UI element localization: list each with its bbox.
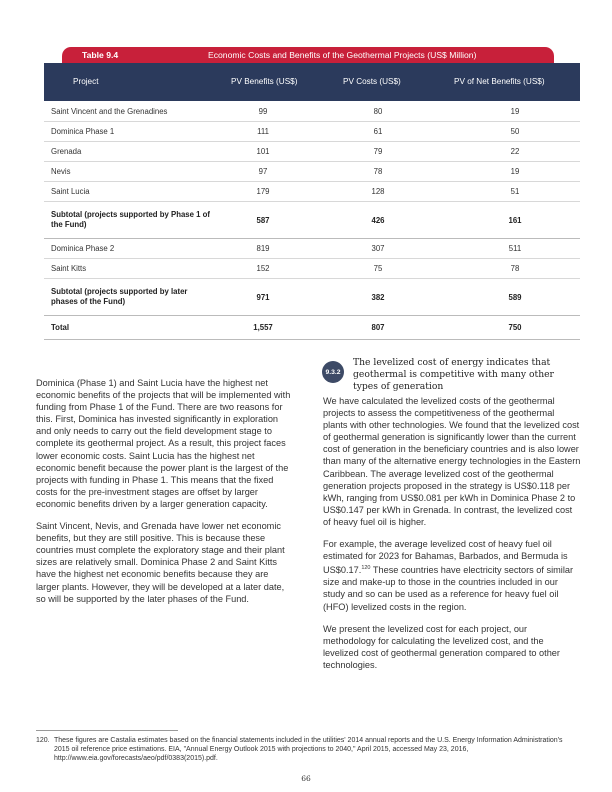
cell-costs: 307	[371, 244, 385, 253]
cell-benefits: 971	[256, 292, 270, 302]
footnote-reference[interactable]: 120	[361, 565, 371, 572]
section-number-badge: 9.3.2	[322, 361, 344, 383]
column-header-benefits: PV Benefits (US$)	[231, 77, 298, 86]
cell-project: Saint Lucia	[51, 186, 90, 196]
cell-costs: 426	[371, 215, 385, 225]
cell-benefits: 1,557	[253, 323, 273, 332]
table-row	[44, 122, 580, 142]
cell-costs: 80	[373, 107, 383, 116]
paragraph: Dominica (Phase 1) and Saint Lucia have the highest net economic benefits of the projects that will be implemented with funding from Phase 1 of the Fund. There are two reasons for this. First, Dominica has invested significantly in exploration and only needs to carry out the field development stage to complete its geothermal project. As a result, this project faces lower economic costs. Saint Lucia has the highest net economic benefit because the power plant is the largest of the projects with funding in Phase 1. This means that the fixed costs for the pre-investment stages are offset by larger economic benefits driven by a larger generation capacity.	[36, 378, 291, 509]
right-column	[323, 395, 581, 681]
left-column	[36, 377, 294, 615]
cell-net: 50	[510, 127, 520, 136]
cell-project: Total	[51, 322, 70, 332]
page-number: 66	[301, 774, 311, 783]
cell-net: 78	[510, 264, 520, 273]
table-title: Economic Costs and Benefits of the Geothermal Projects (US$ Million)	[208, 50, 477, 60]
table-body	[44, 102, 580, 340]
table-row	[44, 259, 580, 279]
cell-net: 22	[510, 147, 520, 156]
cell-costs: 61	[373, 127, 383, 136]
table-row	[44, 182, 580, 202]
paragraph-text: For example, the average levelized cost of heavy fuel oil estimated for 2023 for Bahamas, Barbados, and Bermuda is US$0.17.	[323, 539, 568, 576]
cell-net: 161	[508, 215, 522, 225]
footnote-number: 120.	[36, 737, 50, 744]
footnote-text: These figures are Castalia estimates based on the financial statements included in the utilities' 2014 annual reports and the U.S. Energy Information Administration's 2015 oil reference price estimations. EIA, "Annual Energy Outlook 2015 with projections to 2040," April 2015, accessed May 23, 2016, http://www.eia.gov/forecasts/aeo/pdf/0383(2015).pdf.	[54, 737, 563, 762]
cell-costs: 128	[371, 187, 385, 196]
table-total-row	[44, 316, 580, 340]
table-row	[44, 162, 580, 182]
paragraph: Saint Vincent, Nevis, and Grenada have lower net economic benefits, but they are still positive. This is because these countries must complete the exploratory stage and their plant sizes are relatively small. Dominica Phase 2 and Saint Kitts have the highest net economic benefits because they are larger plants. However, they will be developed at a later date, so will be supported by the later phases of the Fund.	[36, 521, 285, 604]
cell-project: Saint Kitts	[51, 263, 87, 273]
cell-costs: 78	[373, 167, 383, 176]
cell-benefits: 99	[258, 107, 268, 116]
cell-net: 51	[510, 187, 520, 196]
cell-project: Saint Vincent and the Grenadines	[51, 106, 168, 116]
column-header-project: Project	[73, 77, 99, 86]
cell-project: Dominica Phase 2	[51, 243, 115, 253]
cell-costs: 807	[371, 323, 385, 332]
table-subtotal-row	[44, 202, 580, 239]
footnote-divider	[36, 730, 178, 731]
column-header-net: PV of Net Benefits (US$)	[454, 77, 545, 86]
column-header-costs: PV Costs (US$)	[343, 77, 401, 86]
cell-project: Nevis	[51, 166, 71, 176]
cell-benefits: 587	[256, 215, 270, 225]
cell-net: 750	[508, 323, 522, 332]
section-heading: The levelized cost of energy indicates that geothermal is competitive with many other types of generation	[353, 357, 554, 392]
table-number: Table 9.4	[82, 50, 119, 60]
table-row	[44, 239, 580, 259]
cell-costs: 79	[373, 147, 383, 156]
table-row	[44, 102, 580, 122]
paragraph: We present the levelized cost for each project, our methodology for calculating the levelized cost, and the levelized cost of geothermal generation compared to other technologies.	[323, 623, 560, 670]
cell-project: Dominica Phase 1	[51, 126, 115, 136]
table-header	[44, 63, 580, 101]
cell-project: Grenada	[51, 146, 82, 156]
cell-costs: 382	[371, 292, 385, 302]
cell-benefits: 179	[256, 187, 270, 196]
cell-net: 19	[510, 167, 520, 176]
cell-net: 511	[508, 244, 522, 253]
paragraph-text: These countries have electricity sectors of similar size and make-up to those in the countries included in our study and so can be used as a reference for heavy fuel oil (HFO) levelized costs in the region.	[323, 565, 574, 612]
cell-project: Subtotal (projects supported by later phases of the Fund)	[51, 287, 188, 306]
cell-benefits: 97	[258, 167, 268, 176]
cell-net: 19	[510, 107, 520, 116]
table-title-tab	[62, 47, 554, 63]
cell-project: Subtotal (projects supported by Phase 1 of the Fund)	[51, 210, 210, 229]
table-subtotal-row	[44, 279, 580, 316]
paragraph: We have calculated the levelized costs of the geothermal projects to assess the competitiveness of the geothermal plants with other technologies. We found that the levelized cost of geothermal generation is significantly lower than the current cost of generation in the beneficiary countries and is also lower than many of the alternative energy technologies in the Eastern Caribbean. The average levelized cost of the geothermal generation projects proposed in the strategy is US$0.118 per kWh, ranging from US$0.081 per kWh in Dominica Phase 2 to US$0.147 per kWh in Grenada. In contrast, the levelized cost of heavy fuel oil is higher.	[323, 396, 581, 527]
cell-net: 589	[508, 292, 522, 302]
table-row	[44, 142, 580, 162]
cell-costs: 75	[373, 264, 383, 273]
cell-benefits: 819	[256, 244, 270, 253]
cell-benefits: 101	[256, 147, 270, 156]
cell-benefits: 111	[257, 127, 269, 136]
paragraph	[323, 538, 581, 613]
footnote	[36, 736, 581, 763]
cell-benefits: 152	[256, 264, 270, 273]
